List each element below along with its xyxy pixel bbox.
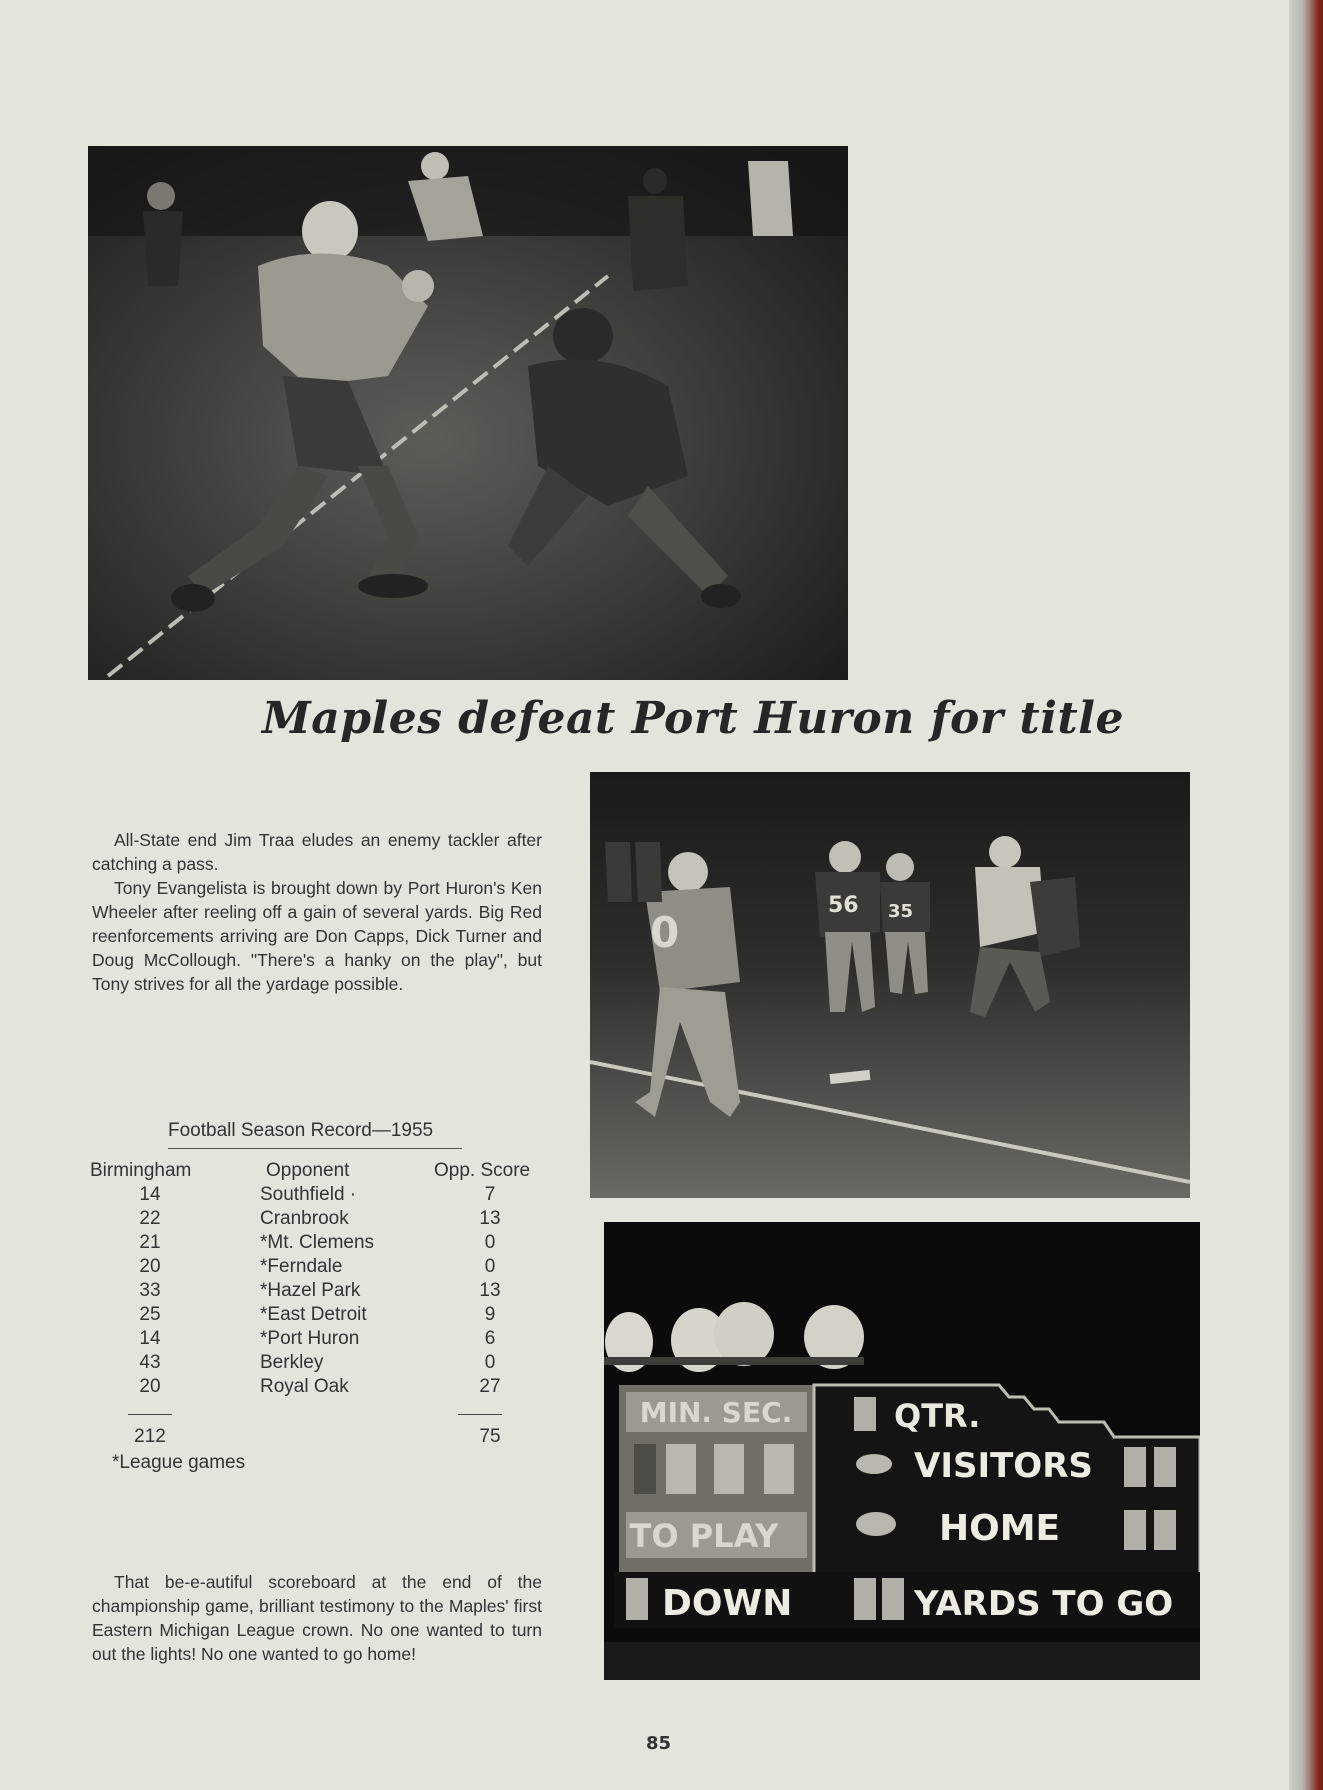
birmingham-score: 25: [139, 1304, 161, 1325]
scoreboard-min-sec: MIN. SEC.: [639, 1396, 793, 1429]
season-record-title-rule: [168, 1148, 462, 1149]
opponent-name: *Hazel Park: [260, 1280, 361, 1301]
season-record-title: Football Season Record—1955: [168, 1120, 434, 1141]
opponent-score: 13: [479, 1280, 501, 1301]
table-row: [90, 1184, 550, 1208]
caption-evangelista: Tony Evangelista is brought down by Port Huron's Ken Wheeler after reeling off a gain of several yards. Big Red reenforcements arriving are Don Capps, Dick Turner and Doug McCollough. "There's a hanky on the play", but Tony strives for all the yardage possible.: [92, 878, 542, 994]
opponent-name: *Ferndale: [260, 1256, 343, 1277]
birmingham-score: 20: [139, 1376, 161, 1397]
caption-traa: All-State end Jim Traa eludes an enemy tackler after catching a pass.: [92, 830, 542, 874]
caption-scoreboard: [92, 1570, 542, 1666]
total-rule-birmingham: [128, 1414, 172, 1415]
opponent-score: 27: [479, 1376, 501, 1397]
table-row: [90, 1328, 550, 1352]
photo-pass-catch: [88, 146, 848, 680]
birmingham-score: 33: [139, 1280, 161, 1301]
total-rule-opponent: [458, 1414, 502, 1415]
header-birmingham: Birmingham: [90, 1160, 192, 1181]
table-row: [90, 1208, 550, 1232]
scoreboard-home: HOME: [939, 1508, 1061, 1549]
photo-tackle-image: [590, 772, 1190, 1198]
photo-pass-catch-image: [88, 146, 848, 680]
total-opponent: 75: [479, 1426, 501, 1447]
birmingham-score: 43: [139, 1352, 161, 1373]
table-row: [90, 1304, 550, 1328]
opponent-name: Berkley: [260, 1352, 324, 1373]
opponent-name: *Port Huron: [260, 1328, 360, 1349]
photo-scoreboard: [604, 1222, 1200, 1680]
opponent-score: 0: [484, 1256, 496, 1277]
table-row: [90, 1376, 550, 1400]
opponent-name: *East Detroit: [260, 1304, 367, 1325]
birmingham-score: 20: [139, 1256, 161, 1277]
page-number: 85: [646, 1733, 672, 1754]
footnote-row: [90, 1452, 550, 1476]
scoreboard-yards-to-go: YARDS TO GO: [914, 1584, 1174, 1624]
page-headline: Maples defeat Port Huron for title: [262, 693, 1124, 744]
table-row: [90, 1280, 550, 1304]
total-birmingham: 212: [134, 1426, 166, 1447]
birmingham-score: 14: [139, 1184, 161, 1205]
opponent-name: Royal Oak: [260, 1376, 349, 1397]
opponent-score: 0: [484, 1352, 496, 1373]
scoreboard-down: DOWN: [662, 1583, 793, 1624]
birmingham-score: 14: [139, 1328, 161, 1349]
opponent-name: Cranbrook: [260, 1208, 349, 1229]
photo-tackle: [590, 772, 1190, 1198]
table-row: [90, 1352, 550, 1376]
caption-scoreboard-text: That be-e-autiful scoreboard at the end of the championship game, brilliant testimony to the Maples' first Eastern Michigan League crown. No one wanted to turn out the lights! No one wanted to go home!: [92, 1572, 542, 1664]
opponent-score: 0: [484, 1232, 496, 1253]
opponent-score: 13: [479, 1208, 501, 1229]
header-opponent: Opponent: [266, 1160, 350, 1181]
opponent-score: 7: [484, 1184, 496, 1205]
opponent-name: *Mt. Clemens: [260, 1232, 375, 1253]
jersey-number-56: 56: [828, 893, 859, 918]
table-row: [90, 1232, 550, 1256]
jersey-number-0: 0: [650, 908, 680, 957]
page-edge: [1289, 0, 1323, 1790]
table-row: [90, 1256, 550, 1280]
caption-action-photos: [92, 828, 542, 996]
scoreboard-to-play: TO PLAY: [629, 1517, 779, 1555]
birmingham-score: 21: [139, 1232, 161, 1253]
opponent-score: 6: [484, 1328, 496, 1349]
header-opp-score: Opp. Score: [434, 1160, 531, 1181]
opponent-name: Southfield ·: [260, 1184, 357, 1205]
jersey-number-35: 35: [888, 901, 914, 922]
totals-row: [90, 1426, 550, 1450]
scoreboard-visitors: VISITORS: [914, 1446, 1093, 1486]
season-record-header: [90, 1160, 550, 1184]
birmingham-score: 22: [139, 1208, 161, 1229]
league-games-footnote: *League games: [112, 1452, 246, 1473]
opponent-score: 9: [484, 1304, 496, 1325]
photo-scoreboard-image: [604, 1222, 1200, 1680]
scoreboard-qtr: QTR.: [894, 1397, 981, 1435]
